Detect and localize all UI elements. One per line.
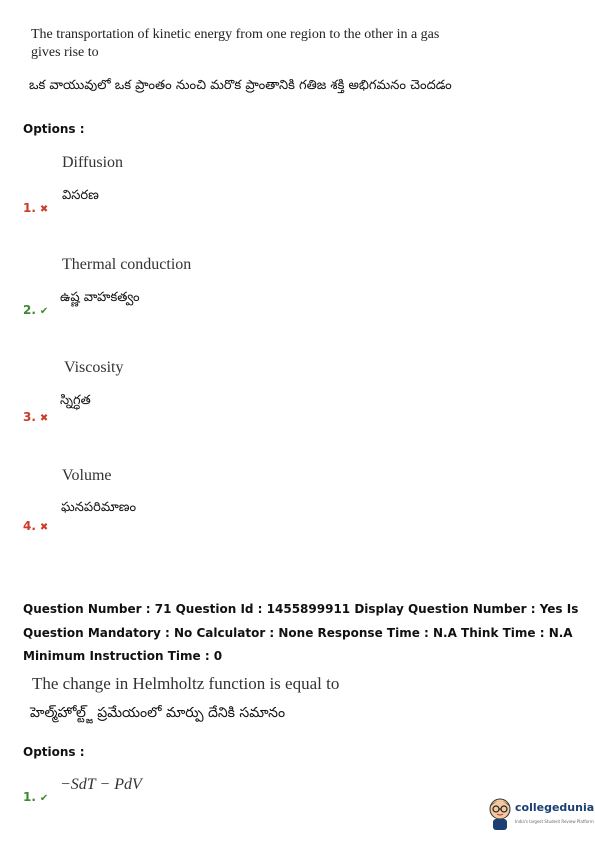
- question-2-text-english: The change in Helmholtz function is equal to: [32, 674, 340, 693]
- check-icon: ✔: [39, 793, 49, 804]
- option-2-number-label: 2.: [23, 303, 36, 317]
- option-4-number-label: 4.: [23, 519, 36, 533]
- cross-icon: ✖: [39, 204, 49, 215]
- options-label-2: Options :: [23, 745, 85, 759]
- option-3-number: [23, 410, 48, 424]
- check-icon: ✔: [39, 306, 49, 317]
- option-3-text-english: Viscosity: [64, 359, 124, 376]
- question-meta: Question Number : 71 Question Id : 1455899911 Display Question Number : Yes Is Question Mandatory : No Calculator : None Response Time : N.A Think Time : N.A Minimum Instruction Time : 0: [23, 602, 579, 663]
- q2-option-1-number: [23, 790, 48, 804]
- option-2-text-telugu: ఉష్ణ వాహకత్వం: [60, 290, 140, 305]
- cross-icon: ✖: [39, 413, 49, 424]
- option-1-formula: −SdT − PdV: [60, 776, 142, 793]
- q2-option-1-number-label: 1.: [23, 790, 36, 804]
- collegedunia-logo: [488, 797, 593, 835]
- option-4-number: [23, 519, 48, 533]
- option-2-number: [23, 303, 48, 317]
- option-2-text-english: Thermal conduction: [62, 256, 192, 273]
- option-1-text-telugu: విసరణ: [62, 188, 99, 203]
- option-3-number-label: 3.: [23, 410, 36, 424]
- option-3-text-telugu: స్నిగ్ధత: [60, 393, 91, 408]
- mascot-icon: [488, 797, 512, 831]
- option-1-number-label: 1.: [23, 201, 36, 215]
- cross-icon: ✖: [39, 522, 49, 533]
- option-1-text-english: Diffusion: [62, 154, 124, 171]
- logo-name: collegedunia: [515, 801, 595, 814]
- option-4-text-telugu: ఘనపరిమాణం: [61, 500, 137, 515]
- question-text-english: The transportation of kinetic energy from one region to the other in a gas gives rise to: [31, 27, 440, 60]
- options-label: Options :: [23, 122, 85, 136]
- option-4-text-english: Volume: [62, 467, 112, 484]
- logo-tagline: India's largest Student Review Platform: [515, 819, 594, 824]
- question-text-telugu: ఒక వాయువులో ఒక ప్రాంతం నుంచి మరొక ప్రాంతానికి గతిజ శక్తి అభిగమనం చెందడం: [29, 78, 452, 93]
- question-2-text-telugu: హెల్మ్‌హోల్ట్జ్ ప్రమేయంలో మార్పు దేనికి సమానం: [30, 705, 286, 721]
- option-1-number: [23, 201, 48, 215]
